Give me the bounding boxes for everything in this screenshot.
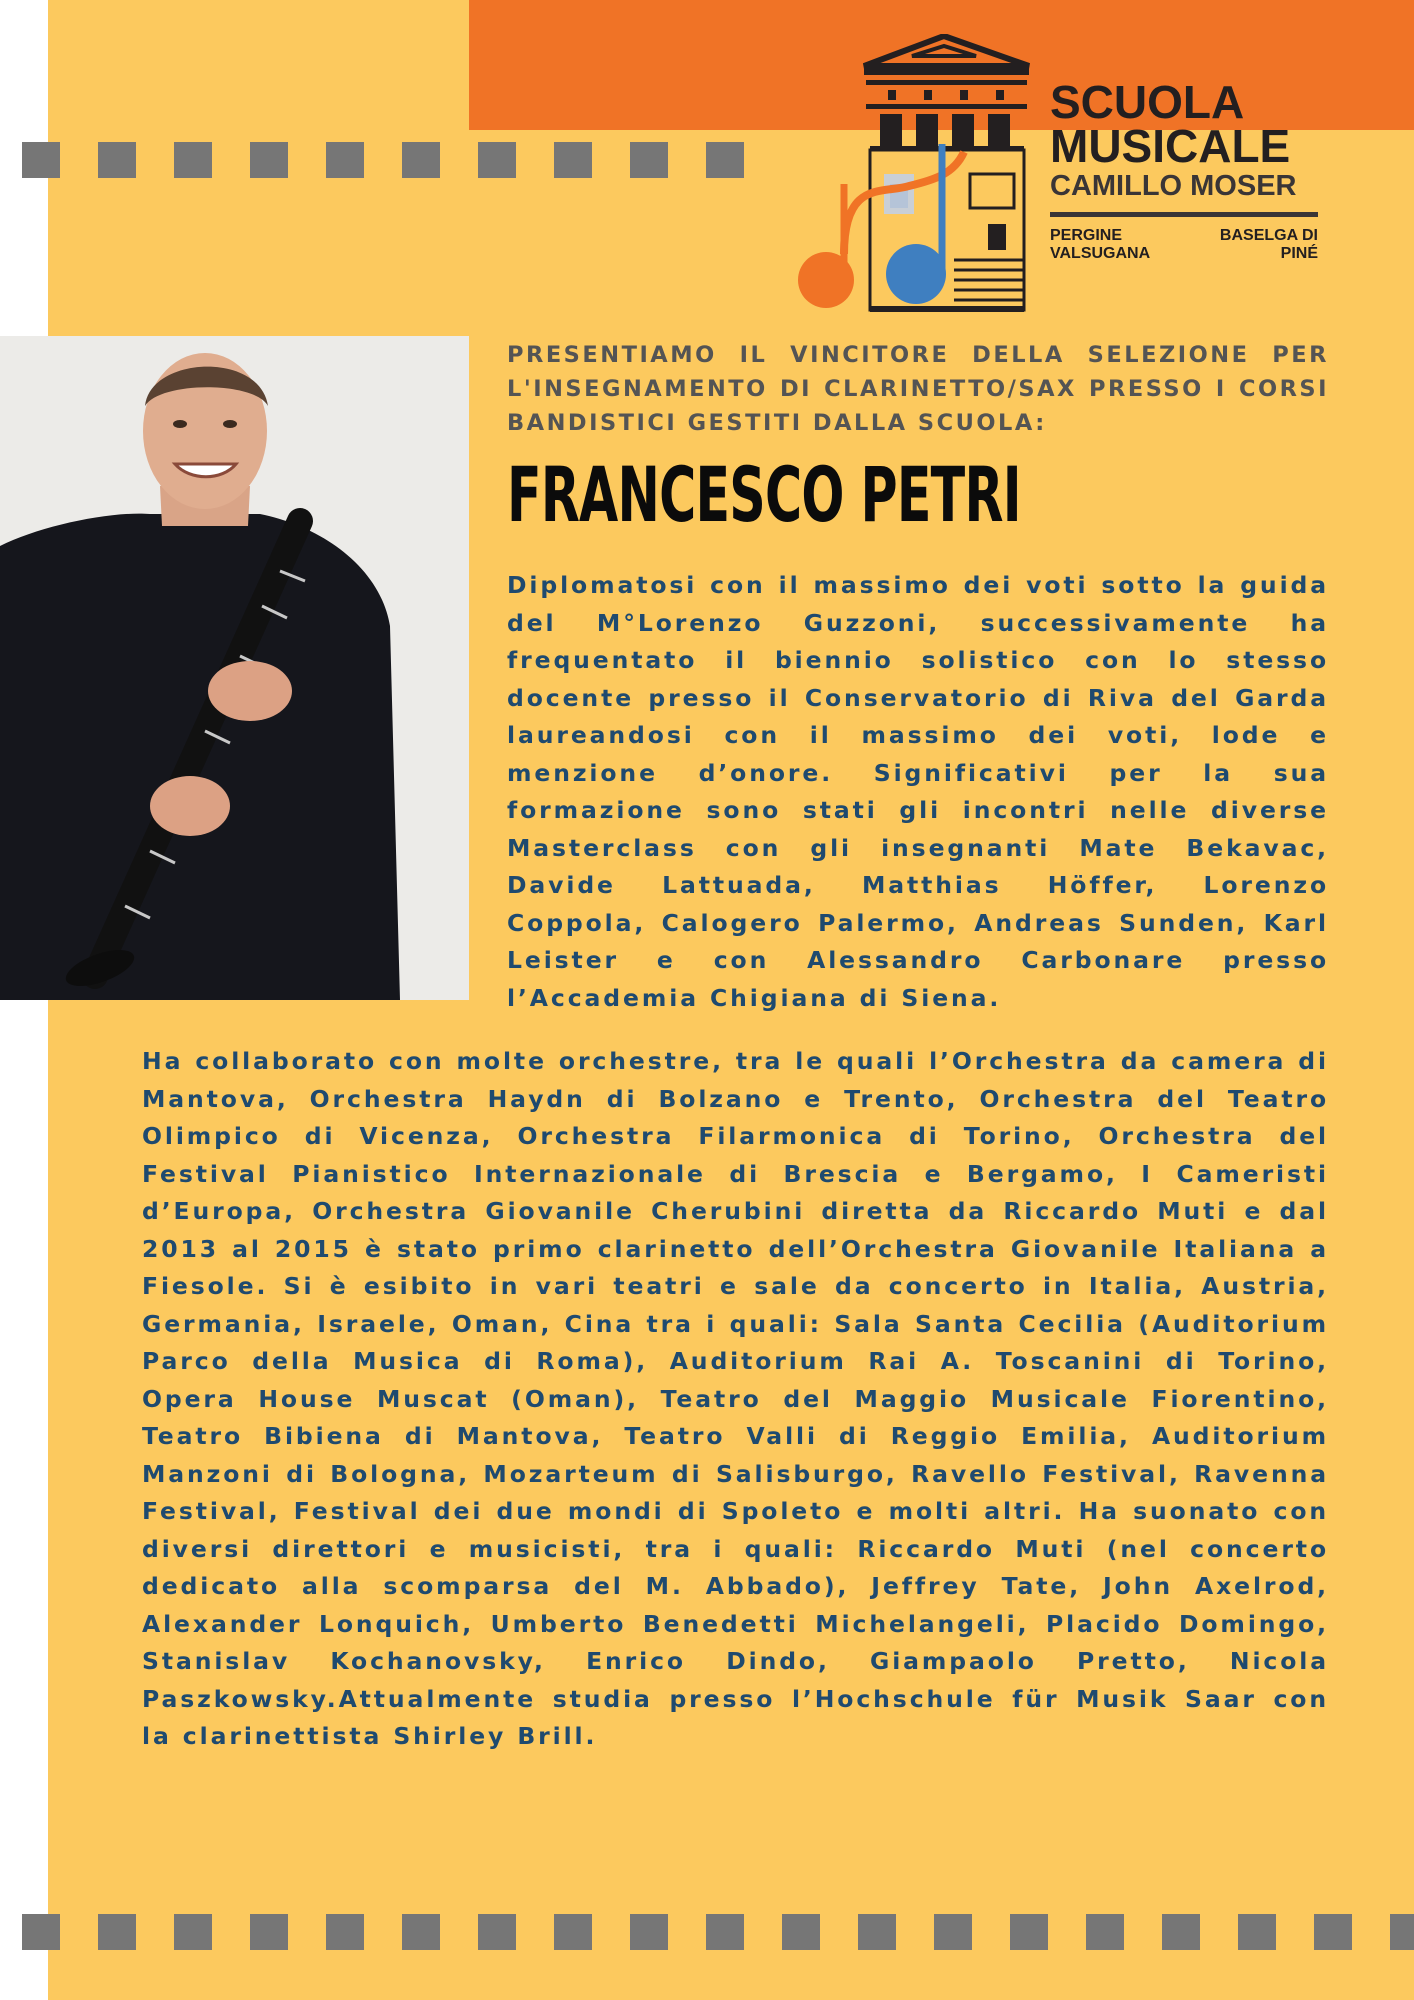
dash (402, 1914, 440, 1950)
top-dash-strip (22, 142, 744, 178)
logo-line-musicale: MUSICALE (1050, 120, 1291, 172)
dash (98, 1914, 136, 1950)
logo-location-pergine: PERGINE VALSUGANA (1050, 227, 1151, 262)
dash (706, 142, 744, 178)
dash (478, 1914, 516, 1950)
dash (402, 142, 440, 178)
dash (630, 142, 668, 178)
dash (22, 1914, 60, 1950)
logo-line-scuola: SCUOLA (1050, 76, 1245, 128)
dash (1390, 1914, 1414, 1950)
dash (478, 142, 516, 178)
dash (1010, 1914, 1048, 1950)
dash (934, 1914, 972, 1950)
logo-divider (1050, 212, 1318, 217)
dash (1314, 1914, 1352, 1950)
dash (250, 1914, 288, 1950)
bottom-dash-strip (22, 1914, 1414, 1950)
dash (554, 1914, 592, 1950)
logo-locations (1050, 227, 1318, 263)
logo-line-camillo-moser: CAMILLO MOSER (1050, 170, 1297, 202)
dash (326, 142, 364, 178)
dash (174, 142, 212, 178)
bio-paragraph-2: Ha collaborato con molte orchestre, tra le quali l’Orchestra da camera di Mantova, Orchestra Haydn di Bolzano e Trento, Orchestra del Teatro Olimpico di Vicenza, Orchestra Filarmonica di Torino, Orchestra del Festival Pianistico Internazionale di Brescia e Bergamo, I Cameristi d’Europa, Orchestra Giovanile Cherubini diretta da Riccardo Muti e dal 2013 al 2015 è stato primo clarinetto dell’Orchestra Giovanile Italiana a Fiesole. Si è esibito in vari teatri e sale da concerto in Italia, Austria, Germania, Israele, Oman, Cina tra i quali: Sala Santa Cecilia (Auditorium Parco della Musica di Roma), Auditorium Rai A. Toscanini di Torino, Opera House Muscat (Oman), Teatro del Maggio Musicale Fiorentino, Teatro Bibiena di Mantova, Teatro Valli di Reggio Emilia, Auditorium Manzoni di Bologna, Mozarteum di Salisburgo, Ravello Festival, Ravenna Festival, Festival dei due mondi di Spoleto e molti altri. Ha suonato con diversi direttori e musicisti, tra i quali: Riccardo Muti (nel concerto dedicato alla scomparsa del M. Abbado), Jeffrey Tate, John Axelrod, Alexander Lonquich, Umberto Benedetti Michelangeli, Placido Domingo, Stanislav Kochanovsky, Enrico Dindo, Giampaolo Pretto, Nicola Paszkowsky.Attualmente studia presso l’Hochschule für Musik Saar con la clarinettista Shirley Brill. (142, 1047, 1329, 1750)
portrait-photo (0, 336, 469, 1000)
dash (98, 142, 136, 178)
school-logo-wordmark (1050, 76, 1320, 263)
winner-name: FRANCESCO PETRI (507, 450, 1021, 539)
dash (858, 1914, 896, 1950)
dash (174, 1914, 212, 1950)
dash (706, 1914, 744, 1950)
dash (630, 1914, 668, 1950)
dash (1086, 1914, 1124, 1950)
dash (554, 142, 592, 178)
logo-location-baselga: BASELGA DI PINÉ (1219, 227, 1318, 262)
dash (250, 142, 288, 178)
portrait-with-clarinet-photo (0, 336, 469, 1000)
dash (1238, 1914, 1276, 1950)
dash (22, 142, 60, 178)
dash (1162, 1914, 1200, 1950)
intro-heading: PRESENTIAMO IL VINCITORE DELLA SELEZIONE PER L'INSEGNAMENTO DI CLARINETTO/SAX PRESSO I CORSI BANDISTICI GESTITI DALLA SCUOLA: (507, 342, 1329, 436)
dash (782, 1914, 820, 1950)
dash (326, 1914, 364, 1950)
bio-paragraph-1: Diplomatosi con il massimo dei voti sotto la guida del M°Lorenzo Guzzoni, successivamente ha frequentato il biennio solistico con lo stesso docente presso il Conservatorio di Riva del Garda laureandosi con il massimo dei voti, lode e menzione d’onore. Significativi per la sua formazione sono stati gli incontri nelle diverse Masterclass con gli insegnanti Mate Bekavac, Davide Lattuada, Matthias Höffer, Lorenzo Coppola, Calogero Palermo, Andreas Sunden, Karl Leister e con Alessandro Carbonare presso l’Accademia Chigiana di Siena. (507, 571, 1329, 1012)
